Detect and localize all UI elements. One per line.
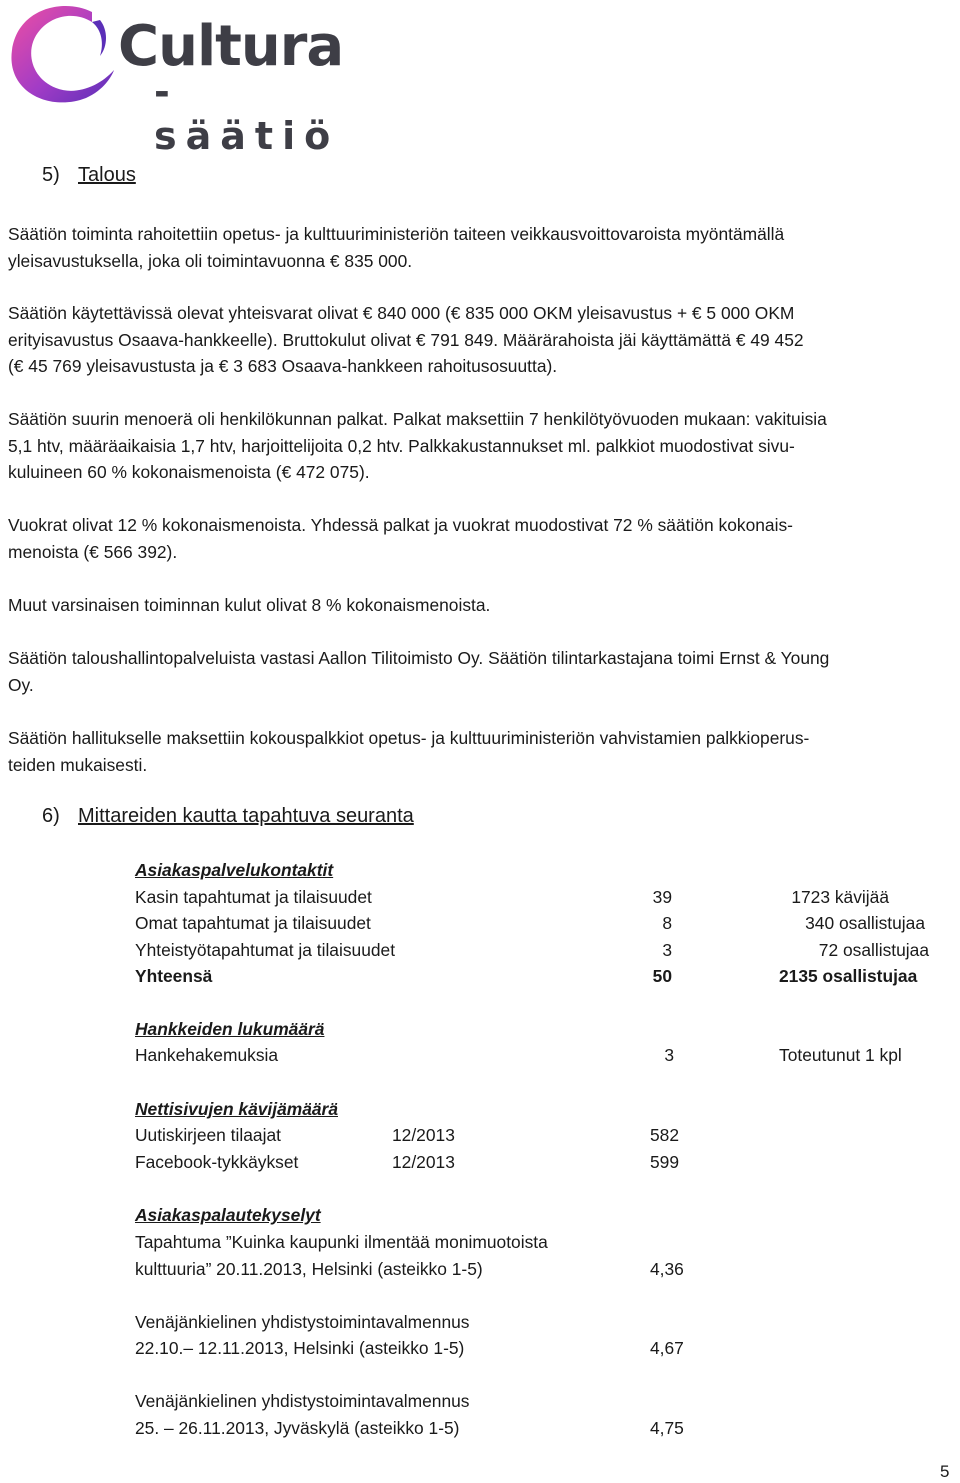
survey-line: kulttuuria” 20.11.2013, Helsinki (asteikko 1-5): [135, 1259, 483, 1279]
text-line: Säätiön käytettävissä olevat yhteisvarat olivat € 840 000 (€ 835 000 OKM yleisavustus + € 5 000 OKM: [8, 303, 795, 323]
survey-line: 22.10.– 12.11.2013, Helsinki (asteikko 1-5): [135, 1338, 465, 1358]
website-row-value: 599: [650, 1152, 680, 1172]
website-row-date: 12/2013: [392, 1152, 455, 1172]
text-line: Säätiön suurin menoerä oli henkilökunnan palkat. Palkat maksettiin 7 henkilötyövuoden mukaan: vakituisia: [8, 409, 827, 429]
table-row-total-result: 2135 osallistujaa: [779, 966, 918, 986]
text-line: (€ 45 769 yleisavustusta ja € 3 683 Osaava-hankkeen rahoitusosuutta).: [8, 356, 558, 376]
website-row-label: Facebook-tykkäykset: [135, 1152, 299, 1172]
cultura-logo: [4, 0, 344, 158]
section-5-heading: [42, 164, 136, 187]
paragraph-rents: [8, 512, 958, 565]
customer-contacts-title: Asiakaspalvelukontaktit: [135, 860, 334, 880]
table-row-total-count: 50: [652, 966, 672, 986]
website-row-value: 582: [650, 1125, 680, 1145]
text-line: menoista (€ 566 392).: [8, 541, 178, 562]
text-line: Säätiön toiminta rahoitettiin opetus- ja kulttuuriministeriön taiteen veikkausvoittovaroista myöntämällä: [8, 224, 785, 244]
page-number: 5: [940, 1462, 950, 1481]
text-line: kuluineen 60 % kokonaismenoista (€ 472 075).: [8, 462, 370, 482]
paragraph-budget: [8, 300, 958, 380]
website-row-date: 12/2013: [392, 1125, 455, 1145]
text-line: Säätiön taloushallintopalveluista vastasi Aallon Tilitoimisto Oy. Säätiön tilintarkastajana toimi Ernst & Young: [8, 648, 830, 668]
text-line: erityisavustus Osaava-hankkeelle). Bruttokulut olivat € 791 849. Määrärahoista jäi käyttämättä € 49 452: [8, 329, 804, 350]
paragraph-accounting: [8, 645, 958, 698]
table-row-label: Kasin tapahtumat ja tilaisuudet: [135, 887, 372, 907]
text-line: Säätiön hallitukselle maksettiin kokouspalkkiot opetus- ja kulttuuriministeriön vahvistamien palkkioperus-: [8, 728, 810, 748]
text-line: Muut varsinaisen toiminnan kulut olivat 8 % kokonaismenoista.: [8, 595, 491, 615]
projects-count: 3: [664, 1045, 674, 1065]
table-row-label: Omat tapahtumat ja tilaisuudet: [135, 913, 371, 933]
survey-line: 25. – 26.11.2013, Jyväskylä (asteikko 1-5): [135, 1418, 460, 1438]
table-row-result: 72 osallistujaa: [818, 940, 929, 960]
section-6-number: 6): [42, 805, 60, 827]
table-row-count: 3: [662, 940, 672, 960]
survey-score: 4,36: [650, 1259, 684, 1279]
text-line: teiden mukaisesti.: [8, 754, 148, 775]
table-row-result: 1723 kävijää: [791, 887, 889, 907]
section-6-title: Mittareiden kautta tapahtuva seuranta: [78, 805, 414, 827]
survey-score: 4,75: [650, 1418, 684, 1438]
text-line: Oy.: [8, 674, 34, 695]
paragraph-salaries: [8, 406, 958, 486]
cultura-swirl-icon: [4, 0, 124, 112]
paragraph-board-fees: [8, 725, 958, 778]
text-line: yleisavustuksella, joka oli toimintavuonna € 835 000.: [8, 250, 413, 271]
logo-name: Cultura: [118, 14, 344, 79]
paragraph-other-costs: [8, 592, 958, 619]
projects-label: Hankehakemuksia: [135, 1045, 279, 1065]
logo-subtitle: -säätiö: [154, 70, 340, 158]
section-5-title: Talous: [78, 164, 136, 186]
table-row-total-label: Yhteensä: [135, 966, 213, 986]
survey-line: Venäjänkielinen yhdistystoimintavalmennus: [135, 1391, 470, 1411]
table-row-result: 340 osallistujaa: [805, 913, 925, 933]
projects-result: Toteutunut 1 kpl: [779, 1045, 902, 1065]
survey-line: Tapahtuma ”Kuinka kaupunki ilmentää monimuotoista: [135, 1232, 548, 1252]
section-5-number: 5): [42, 164, 60, 186]
survey-line: Venäjänkielinen yhdistystoimintavalmennus: [135, 1312, 470, 1332]
text-line: Vuokrat olivat 12 % kokonaismenoista. Yhdessä palkat ja vuokrat muodostivat 72 % säätiön kokonais-: [8, 515, 793, 535]
table-row-label: Yhteistyötapahtumat ja tilaisuudet: [135, 940, 396, 960]
survey-score: 4,67: [650, 1338, 684, 1358]
table-row-count: 8: [662, 913, 672, 933]
projects-count-title: Hankkeiden lukumäärä: [135, 1019, 325, 1039]
feedback-surveys-title: Asiakaspalautekyselyt: [135, 1205, 321, 1225]
text-line: 5,1 htv, määräaikaisia 1,7 htv, harjoittelijoita 0,2 htv. Palkkakustannukset ml. palkkiot muodostivat sivu-: [8, 435, 795, 456]
section-6-heading: [42, 805, 414, 828]
website-visitors-title: Nettisivujen kävijämäärä: [135, 1099, 338, 1119]
table-row-count: 39: [652, 887, 672, 907]
paragraph-funding: [8, 221, 958, 274]
website-row-label: Uutiskirjeen tilaajat: [135, 1125, 281, 1145]
